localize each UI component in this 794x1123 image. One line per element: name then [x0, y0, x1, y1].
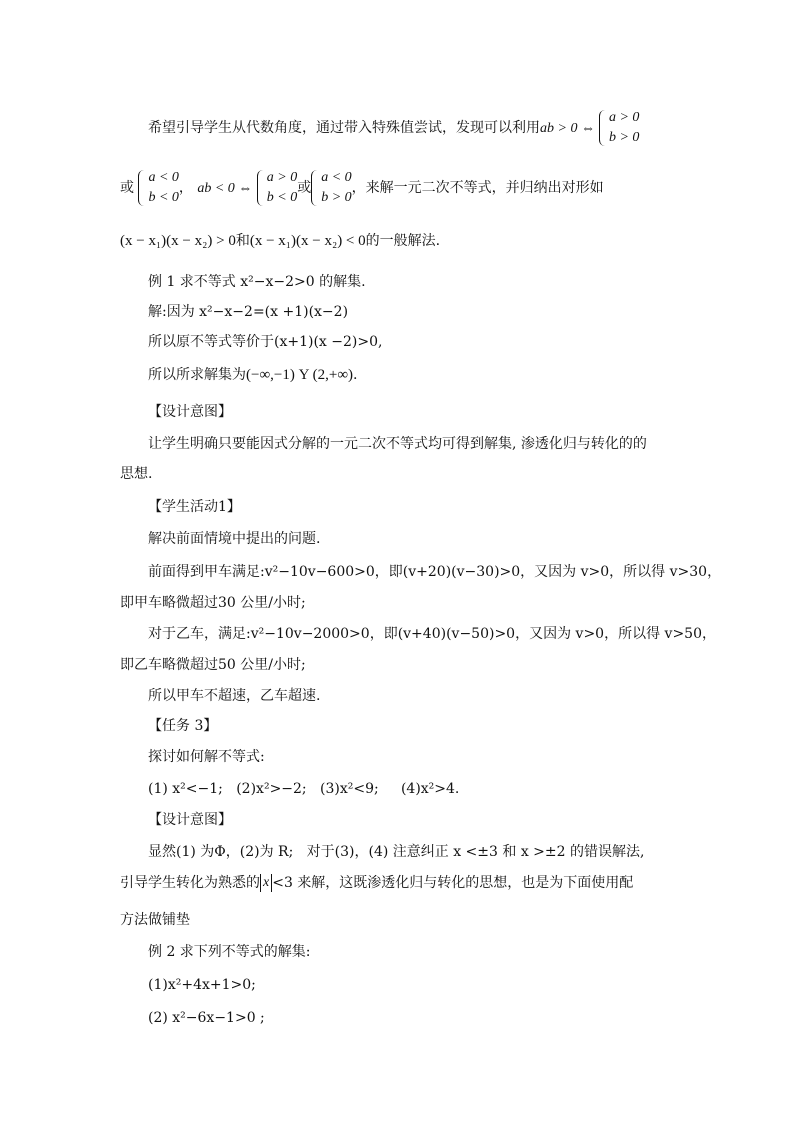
design-intent-text-2b-after: <3 来解，这既渗透化归与转化的思想，也是为下面使用配	[272, 875, 634, 891]
solution-line-1: 解:因为 x²−x−2=(x +1)(x−2)	[148, 304, 349, 320]
car-2-line-a: 对于乙车，满足:v²−10v−2000>0，即(v+40)(v−50)>0，又因为 v>0，所以得 v>50，	[148, 626, 716, 642]
comma: ，	[178, 180, 193, 196]
paragraph-2-system-3: a < 0 b > 0	[311, 168, 351, 208]
paragraph-2-system-2: a > 0 b < 0	[257, 168, 297, 208]
design-intent-title-1: 【设计意图】	[148, 404, 232, 420]
car-1-line-b: 即甲车略微超过30 公里/小时;	[120, 595, 306, 611]
paragraph-3-math-1: (x − x₁)(x − x₂) > 0	[120, 233, 236, 249]
design-intent-text-2b	[120, 874, 633, 892]
paragraph-2	[120, 168, 604, 208]
absolute-value: x	[260, 874, 272, 892]
paragraph-1-text: 希望引导学生从代数角度，通过带入特殊值尝试，发现可以利用	[148, 120, 540, 136]
example-1: 例 1 求不等式 x²−x−2>0 的解集.	[148, 274, 366, 290]
and-text: 和	[235, 233, 250, 249]
paragraph-2-prefix: 或	[120, 180, 134, 196]
car-2-line-b: 即乙车略微超过50 公里/小时;	[120, 657, 306, 673]
solution-set: (−∞,−1) Y (2,+∞)	[246, 367, 354, 383]
paragraph-3-math-2: (x − x₁)(x − x₂) < 0	[249, 233, 366, 249]
example-2-item-2: (2) x²−6x−1>0 ;	[148, 1010, 265, 1026]
paragraph-3	[120, 234, 440, 249]
task-items: (1) x²<−1; (2)x²>−2; (3)x²<9; (4)x²>4.	[148, 781, 460, 797]
solution-line-3-text: 所以所求解集为	[148, 367, 246, 383]
task-title: 【任务 3】	[148, 718, 218, 734]
task-text: 探讨如何解不等式:	[148, 749, 265, 765]
design-intent-text-2b-before: 引导学生转化为熟悉的	[120, 875, 260, 891]
paragraph-2-text: ，来解一元二次不等式，并归纳出对形如	[351, 180, 604, 196]
activity-title: 【学生活动1】	[148, 499, 241, 515]
paragraph-3-text: 的一般解法.	[365, 233, 441, 249]
paragraph-1-system: a > 0 b > 0	[599, 108, 639, 148]
design-intent-text-1a: 让学生明确只要能因式分解的一元二次不等式均可得到解集, 渗透化归与转化的的	[148, 436, 647, 452]
solution-line-3	[148, 368, 357, 383]
example-2-item-1: (1)x²+4x+1>0;	[148, 977, 256, 993]
paragraph-1	[148, 108, 639, 148]
car-1-line-a: 前面得到甲车满足:v²−10v−600>0，即(v+20)(v−30)>0，又因为 v>0，所以得 v>30，	[148, 564, 722, 580]
activity-text: 解决前面情境中提出的问题.	[148, 531, 321, 547]
design-intent-text-1b: 思想.	[120, 466, 153, 482]
design-intent-title-2: 【设计意图】	[148, 812, 232, 828]
example-2: 例 2 求下列不等式的解集:	[148, 944, 311, 960]
paragraph-1-math: ab > 0 ⇔	[540, 121, 595, 136]
solution-line-2: 所以原不等式等价于(x+1)(x −2)>0,	[148, 334, 383, 350]
period: .	[353, 367, 358, 383]
conclusion: 所以甲车不超速，乙车超速.	[148, 688, 321, 704]
design-intent-text-2c: 方法做铺垫	[120, 912, 190, 928]
design-intent-text-2a: 显然(1) 为Φ，(2)为 R; 对于(3)，(4) 注意纠正 x <±3 和 x >±2 的错误解法,	[148, 844, 645, 860]
paragraph-2-system-1: a < 0 b < 0	[138, 168, 178, 208]
paragraph-2-math: ab < 0 ⇔	[197, 181, 253, 196]
or-text: 或	[297, 180, 312, 196]
